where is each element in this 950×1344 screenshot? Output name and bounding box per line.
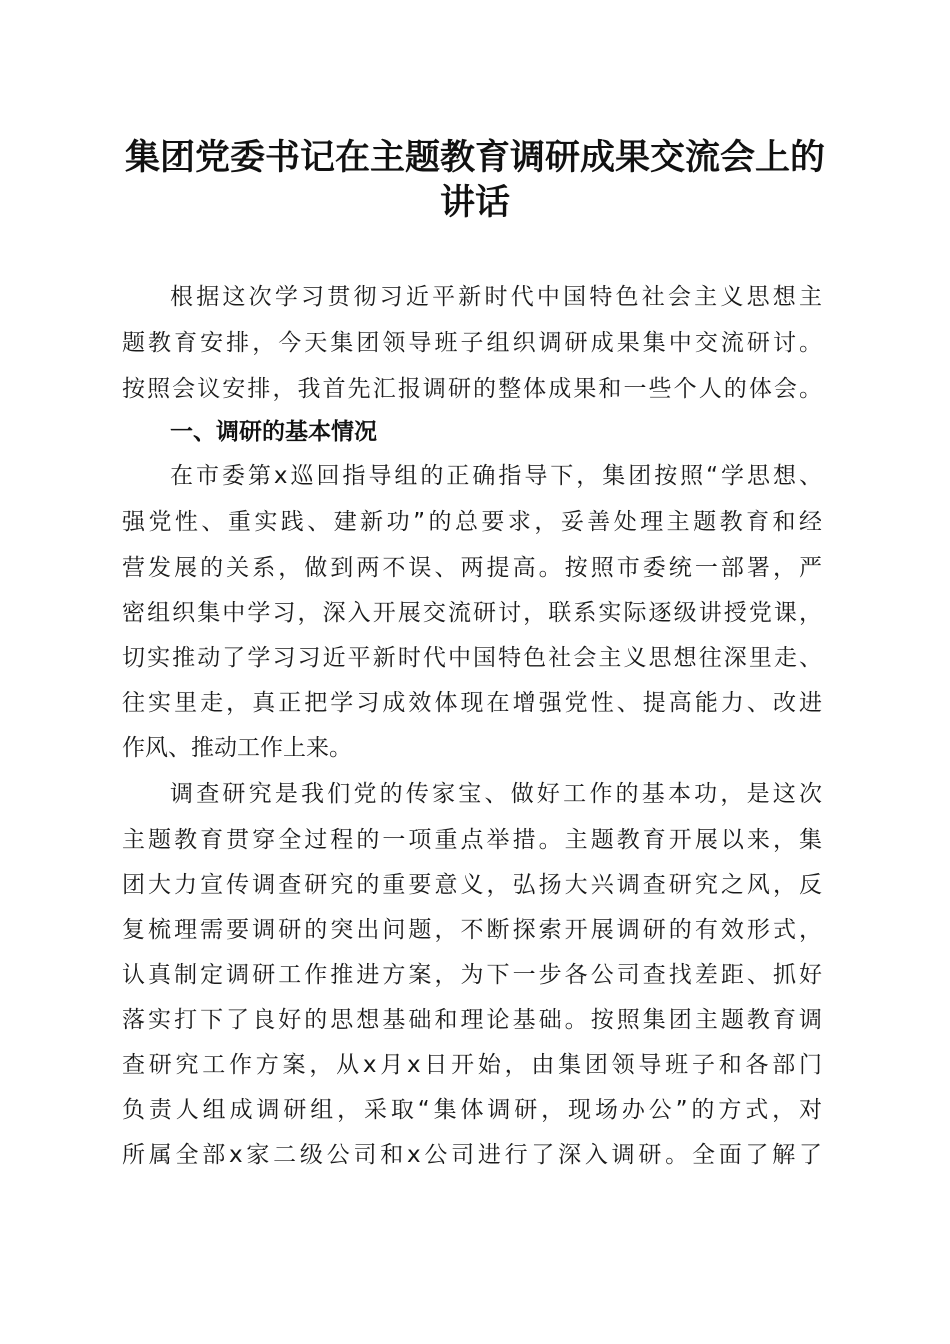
paragraph-1-line-1: 在市委第x巡回指导组的正确指导下，集团按照“学思想、 [170, 463, 822, 489]
paragraph-1-line-7: 作风、推动工作上来。 [122, 735, 352, 761]
intro-line-3: 按照会议安排，我首先汇报调研的整体成果和一些个人的体会。 [122, 376, 822, 402]
paragraph-2-line-8: 负责人组成调研组，采取“集体调研，现场办公”的方式，对 [122, 1097, 822, 1123]
paragraph-2-line-1: 调查研究是我们党的传家宝、做好工作的基本功，是这次 [170, 781, 822, 807]
document-title-line-2: 讲话 [439, 182, 510, 223]
paragraph-2-line-5: 认真制定调研工作推进方案，为下一步各公司查找差距、抓好 [122, 962, 822, 988]
document-title-line-1: 集团党委书记在主题教育调研成果交流会上的 [124, 137, 825, 178]
section-heading: 一、调研的基本情况 [170, 419, 377, 445]
paragraph-2-line-7: 查研究工作方案，从x月x日开始，由集团领导班子和各部门 [122, 1052, 822, 1078]
paragraph-2-line-6: 落实打下了良好的思想基础和理论基础。按照集团主题教育调 [122, 1007, 822, 1033]
paragraph-1-line-5: 切实推动了学习习近平新时代中国特色社会主义思想往深里走、 [122, 645, 822, 671]
paragraph-1-line-3: 营发展的关系，做到两不误、两提高。按照市委统一部署，严 [122, 555, 822, 581]
intro-line-1: 根据这次学习贯彻习近平新时代中国特色社会主义思想主 [170, 284, 822, 310]
paragraph-2-line-4: 复梳理需要调研的突出问题，不断探索开展调研的有效形式， [122, 917, 822, 943]
intro-line-2: 题教育安排，今天集团领导班子组织调研成果集中交流研讨。 [122, 330, 822, 356]
paragraph-1-line-4: 密组织集中学习，深入开展交流研讨，联系实际逐级讲授党课， [122, 600, 822, 626]
paragraph-1-line-2: 强党性、重实践、建新功”的总要求，妥善处理主题教育和经 [122, 509, 822, 535]
paragraph-1-line-6: 往实里走，真正把学习成效体现在增强党性、提高能力、改进 [122, 690, 822, 716]
paragraph-2-line-9: 所属全部x家二级公司和x公司进行了深入调研。全面了解了 [122, 1142, 822, 1168]
paragraph-2-line-3: 团大力宣传调查研究的重要意义，弘扬大兴调查研究之风，反 [122, 872, 822, 898]
paragraph-2-line-2: 主题教育贯穿全过程的一项重点举措。主题教育开展以来，集 [122, 827, 822, 853]
